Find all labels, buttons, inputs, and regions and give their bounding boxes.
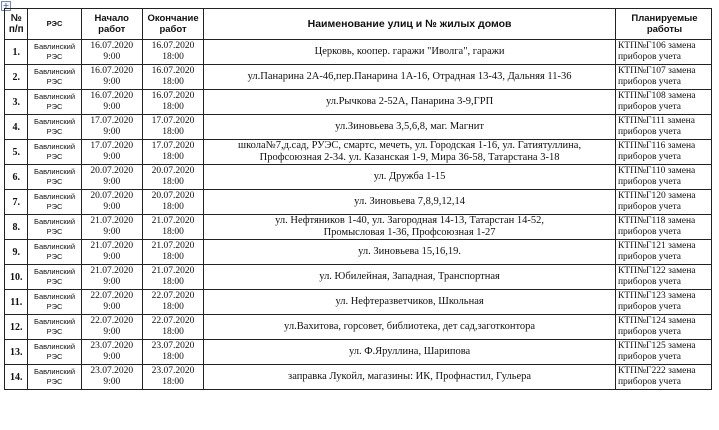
res-name: Бавлинский РЭС [28,315,81,340]
end-cell [142,315,203,340]
row-number: 1. [5,40,28,65]
start-date: 16.07.2020 [90,41,134,51]
end-cell [142,140,203,165]
works-cell [615,90,711,115]
works-line: приборов учета [617,102,682,112]
streets-cell [204,90,616,115]
street-line: ул.Зиновьева 3,5,6,8, маг. Магнит [335,121,484,132]
end-date: 17.07.2020 [151,116,195,126]
streets-cell [204,290,616,315]
end-time: 18:00 [162,202,184,212]
start-time: 9:00 [103,227,121,237]
res-name: Бавлинский РЭС [28,40,81,65]
end-date: 20.07.2020 [151,166,195,176]
streets-cell [204,315,616,340]
start-time: 9:00 [103,52,121,62]
works-cell [615,140,711,165]
street-line: ул. Нефтеразветчиков, Школьная [335,296,484,307]
works-line: приборов учета [617,52,682,62]
end-cell [142,340,203,365]
streets-cell [204,165,616,190]
end-date: 20.07.2020 [151,191,195,201]
end-time: 18:00 [162,352,184,362]
start-time: 9:00 [103,127,121,137]
header-end: Окончание работ [142,9,203,40]
start-cell [81,365,142,390]
table-row [5,190,712,215]
end-cell [142,115,203,140]
works-line: приборов учета [617,127,682,137]
end-date: 23.07.2020 [151,366,195,376]
works-line: приборов учета [617,327,682,337]
end-time: 18:00 [162,102,184,112]
works-line: КТП№Г125 замена [617,341,696,351]
works-cell [615,290,711,315]
streets-cell [204,190,616,215]
res-name: Бавлинский РЭС [28,290,81,315]
start-time: 9:00 [103,152,121,162]
res-name: Бавлинский РЭС [28,365,81,390]
row-number: 12. [5,315,28,340]
works-line: КТП№Г116 замена [617,141,696,151]
start-time: 9:00 [103,177,121,187]
end-time: 18:00 [162,277,184,287]
table-row [5,290,712,315]
end-date: 17.07.2020 [151,141,195,151]
works-line: приборов учета [617,252,682,262]
works-line: приборов учета [617,377,682,387]
start-cell [81,90,142,115]
street-line: ул. Зиновьева 7,8,9,12,14 [354,196,465,207]
table-row [5,65,712,90]
start-date: 17.07.2020 [90,141,134,151]
streets-cell [204,40,616,65]
street-line: Профсоюзная 2-34. ул. Казанская 1-9, Мира 36-58, Татарстана 3-18 [259,152,560,163]
start-time: 9:00 [103,377,121,387]
end-cell [142,40,203,65]
start-cell [81,215,142,240]
res-name: Бавлинский РЭС [28,140,81,165]
table-row [5,90,712,115]
street-line: ул.Рычкова 2-52А, Панарина 3-9,ГРП [325,96,494,107]
res-name: Бавлинский РЭС [28,240,81,265]
works-line: приборов учета [617,77,682,87]
row-number: 11. [5,290,28,315]
works-cell [615,115,711,140]
end-cell [142,190,203,215]
works-line: приборов учета [617,302,682,312]
start-cell [81,240,142,265]
start-date: 21.07.2020 [90,216,134,226]
start-time: 9:00 [103,252,121,262]
start-time: 9:00 [103,102,121,112]
street-line: ул.Вахитова, горсовет, библиотека, дет сад,заготконтора [284,321,536,332]
end-time: 18:00 [162,52,184,62]
works-line: приборов учета [617,277,682,287]
works-cell [615,315,711,340]
street-line: ул. Юбилейная, Западная, Транспортная [319,271,500,282]
works-cell [615,40,711,65]
row-number: 10. [5,265,28,290]
table-row [5,365,712,390]
streets-cell [204,65,616,90]
row-number: 5. [5,140,28,165]
works-line: КТП№Г222 замена [617,366,696,376]
works-line: приборов учета [617,352,682,362]
start-time: 9:00 [103,277,121,287]
row-number: 4. [5,115,28,140]
streets-cell [204,240,616,265]
street-line: Церковь, коопер. гаражи "Иволга", гаражи [314,46,505,57]
res-name: Бавлинский РЭС [28,65,81,90]
works-cell [615,265,711,290]
row-number: 2. [5,65,28,90]
works-line: КТП№Г122 замена [617,266,696,276]
works-line: приборов учета [617,202,682,212]
end-time: 18:00 [162,127,184,137]
end-time: 18:00 [162,177,184,187]
table-move-handle-icon[interactable]: + [2,1,10,10]
works-line: КТП№Г118 замена [617,216,696,226]
start-cell [81,165,142,190]
start-date: 22.07.2020 [90,316,134,326]
start-date: 20.07.2020 [90,191,134,201]
start-date: 21.07.2020 [90,241,134,251]
table-row [5,40,712,65]
works-cell [615,190,711,215]
start-cell [81,65,142,90]
works-line: КТП№Г120 замена [617,191,696,201]
res-name: Бавлинский РЭС [28,165,81,190]
end-cell [142,240,203,265]
end-time: 18:00 [162,377,184,387]
end-date: 16.07.2020 [151,41,195,51]
start-date: 16.07.2020 [90,91,134,101]
end-time: 18:00 [162,252,184,262]
header-num: № п/п [5,9,28,40]
header-res: РЭС [28,9,81,40]
end-cell [142,290,203,315]
start-date: 21.07.2020 [90,266,134,276]
end-cell [142,365,203,390]
res-name: Бавлинский РЭС [28,90,81,115]
end-date: 16.07.2020 [151,66,195,76]
end-date: 22.07.2020 [151,316,195,326]
end-cell [142,165,203,190]
end-cell [142,265,203,290]
works-line: приборов учета [617,152,682,162]
start-cell [81,140,142,165]
start-date: 22.07.2020 [90,291,134,301]
works-cell [615,65,711,90]
start-cell [81,290,142,315]
start-cell [81,115,142,140]
street-line: ул. Нефтяников 1-40, ул. Загородная 14-13, Татарстан 14-52, [275,215,545,226]
start-date: 23.07.2020 [90,341,134,351]
res-name: Бавлинский РЭС [28,190,81,215]
start-time: 9:00 [103,327,121,337]
outage-schedule-document [4,8,712,390]
works-line: КТП№Г110 замена [617,166,696,176]
res-name: Бавлинский РЭС [28,215,81,240]
res-name: Бавлинский РЭС [28,265,81,290]
start-date: 17.07.2020 [90,116,134,126]
street-line: ул. Зиновьева 15,16,19. [358,246,462,257]
works-line: КТП№Г106 замена [617,41,696,51]
streets-cell [204,140,616,165]
end-time: 18:00 [162,77,184,87]
end-cell [142,65,203,90]
table-row [5,315,712,340]
header-start: Начало работ [81,9,142,40]
table-row [5,265,712,290]
end-cell [142,90,203,115]
end-cell [142,215,203,240]
works-cell [615,240,711,265]
table-header-row [5,9,712,40]
works-cell [615,165,711,190]
table-row [5,115,712,140]
street-line: ул. Дружба 1-15 [373,171,446,182]
start-time: 9:00 [103,77,121,87]
header-streets: Наименование улиц и № жилых домов [204,9,616,40]
outage-schedule-table [4,8,712,390]
start-time: 9:00 [103,202,121,212]
end-date: 21.07.2020 [151,266,195,276]
works-line: КТП№Г121 замена [617,241,696,251]
start-cell [81,340,142,365]
works-line: КТП№Г107 замена [617,66,696,76]
row-number: 9. [5,240,28,265]
header-works: Планируемые работы [615,9,711,40]
start-time: 9:00 [103,302,121,312]
res-name: Бавлинский РЭС [28,115,81,140]
start-cell [81,40,142,65]
works-line: КТП№Г124 замена [617,316,696,326]
streets-cell [204,340,616,365]
street-line: ул.Панарина 2А-46,пер.Панарина 1А-16, Отрадная 13-43, Дальняя 11-36 [247,71,572,82]
works-line: приборов учета [617,227,682,237]
end-time: 18:00 [162,152,184,162]
street-line: ул. Ф.Яруллина, Шарипова [348,346,471,357]
end-date: 23.07.2020 [151,341,195,351]
street-line: школа№7,д.сад, РУЭС, смартс, мечеть, ул. Городская 1-16, ул. Гатиятуллина, [238,140,582,151]
start-time: 9:00 [103,352,121,362]
start-cell [81,265,142,290]
start-date: 23.07.2020 [90,366,134,376]
res-name: Бавлинский РЭС [28,340,81,365]
end-date: 22.07.2020 [151,291,195,301]
row-number: 6. [5,165,28,190]
streets-cell [204,365,616,390]
row-number: 3. [5,90,28,115]
end-time: 18:00 [162,327,184,337]
works-line: КТП№Г111 замена [617,116,695,126]
end-time: 18:00 [162,227,184,237]
start-date: 16.07.2020 [90,66,134,76]
end-date: 16.07.2020 [151,91,195,101]
end-date: 21.07.2020 [151,216,195,226]
street-line: заправка Лукойл, магазины: ИК, Профнастил, Гульера [288,371,532,382]
end-date: 21.07.2020 [151,241,195,251]
row-number: 7. [5,190,28,215]
start-cell [81,315,142,340]
works-line: КТП№Г123 замена [617,291,696,301]
works-cell [615,365,711,390]
streets-cell [204,115,616,140]
table-row [5,340,712,365]
start-date: 20.07.2020 [90,166,134,176]
table-row [5,215,712,240]
table-row [5,240,712,265]
end-time: 18:00 [162,302,184,312]
streets-cell [204,215,616,240]
row-number: 8. [5,215,28,240]
table-row [5,165,712,190]
works-line: КТП№Г108 замена [617,91,696,101]
row-number: 13. [5,340,28,365]
row-number: 14. [5,365,28,390]
start-cell [81,190,142,215]
works-cell [615,340,711,365]
works-cell [615,215,711,240]
street-line: Промысловая 1-36, Профсоюзная 1-27 [323,227,496,238]
streets-cell [204,265,616,290]
works-line: приборов учета [617,177,682,187]
table-row [5,140,712,165]
